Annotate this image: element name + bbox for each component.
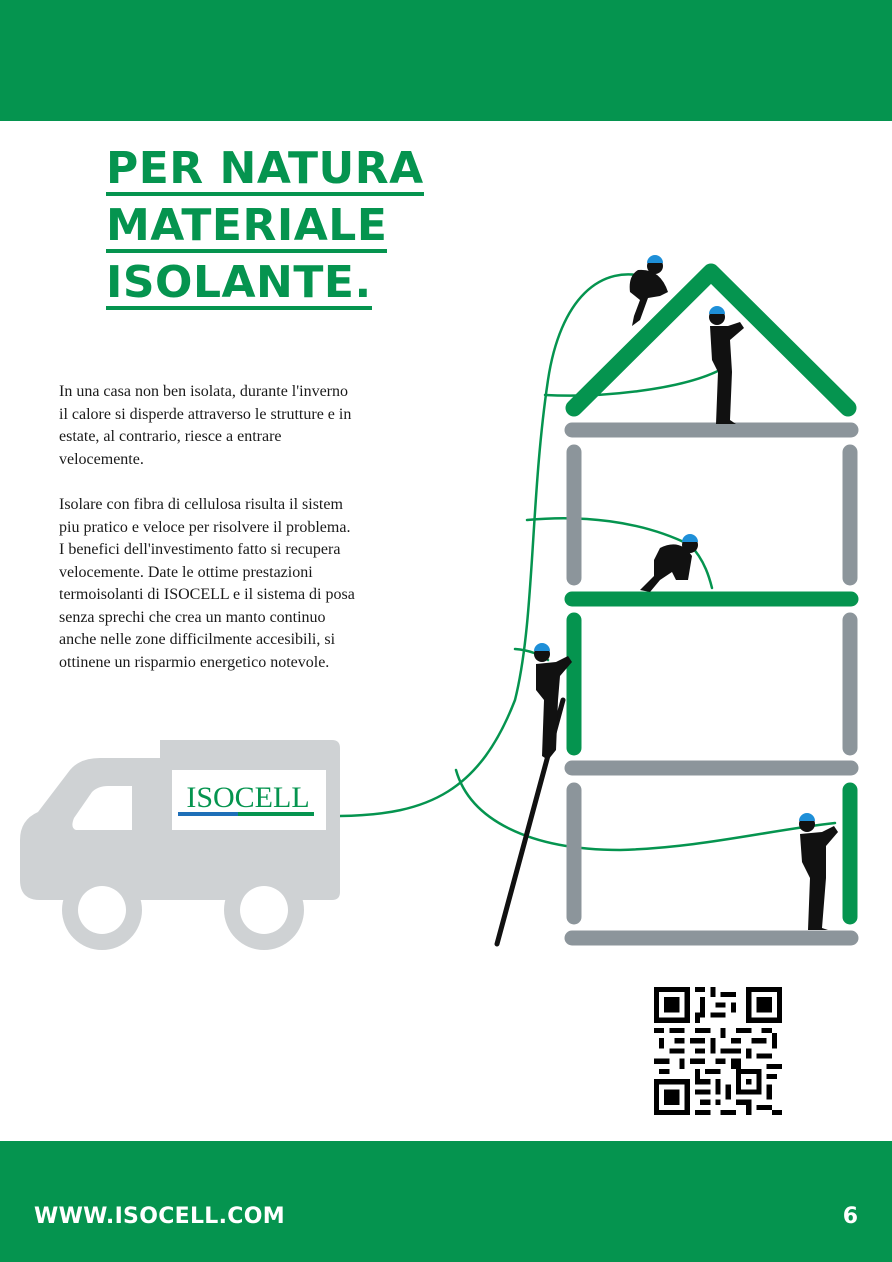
benefits-paragraph: Isolare con fibra di cellulosa risulta il sistem piu pratico e veloce per risolvere il problema. I benefici dell'investimento fatto si recupera velocemente. Date le ottime prestazioni termoisolanti di ISOCELL e il sistema di posa senza sprechi che crea un manto continuo anche nelle zone difficilmente accesibili, si ottinene un risparmio energetico notevole. bbox=[59, 496, 355, 671]
insulation-illustration bbox=[0, 250, 892, 970]
footer-band bbox=[0, 1141, 892, 1262]
title-line-3: ISOLANTE. bbox=[106, 257, 372, 308]
truck-icon bbox=[20, 740, 340, 950]
page-number: 6 bbox=[842, 1204, 858, 1229]
title-line-1: PER NATURA bbox=[106, 143, 424, 194]
intro-paragraph: In una casa non ben isolata, durante l'inverno il calore si disperde attraverso le strutture e in estate, al contrario, riesce a entrare velocemente. bbox=[59, 383, 352, 468]
truck-logo: ISOCELL bbox=[186, 781, 310, 814]
website-link[interactable]: WWW.ISOCELL.COM bbox=[34, 1204, 285, 1229]
header-band bbox=[0, 0, 892, 121]
title-line-2: MATERIALE bbox=[106, 200, 388, 251]
qr-code[interactable] bbox=[654, 987, 782, 1115]
